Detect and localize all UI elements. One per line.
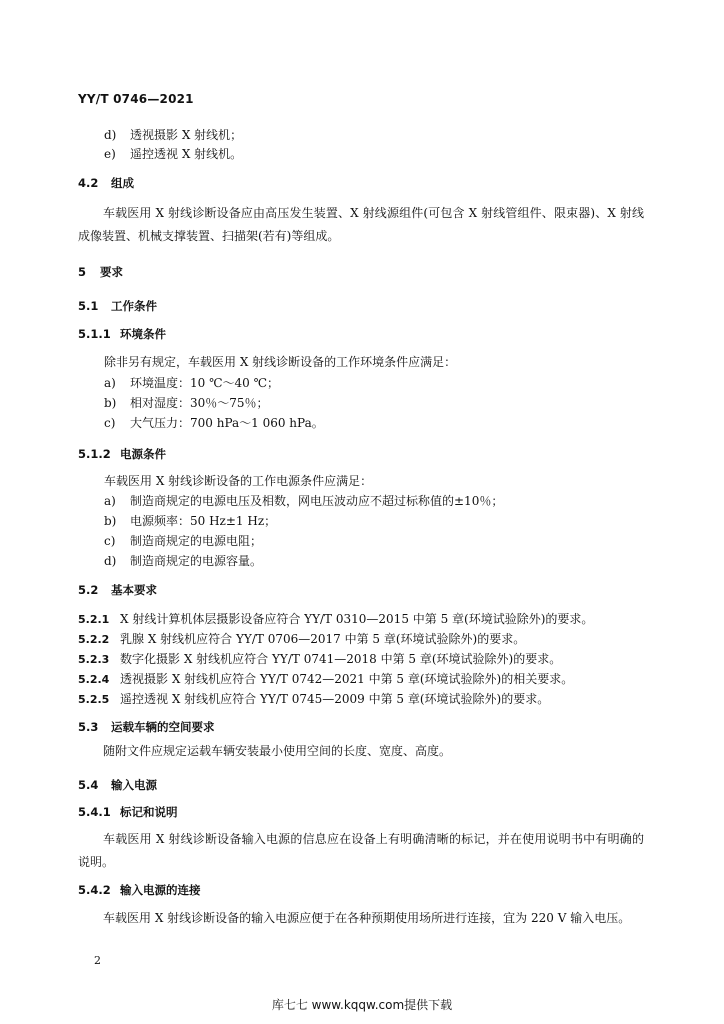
list-text: 遥控透视 X 射线机。 xyxy=(130,147,243,161)
list-text: 制造商规定的电源电阻； xyxy=(130,534,263,548)
paragraph-5-4-1: 车载医用 X 射线诊断设备输入电源的信息应在设备上有明确清晰的标记，并在使用说明书中有明确的说明。 xyxy=(78,832,644,869)
section-title: 环境条件 xyxy=(120,327,166,341)
clause-5-2-2 xyxy=(78,631,525,648)
list-item xyxy=(104,146,242,162)
section-title: 基本要求 xyxy=(111,583,157,597)
list-text: 电源频率：50 Hz±1 Hz； xyxy=(130,514,277,528)
list-label: b) xyxy=(104,396,117,410)
section-number: 5.2 xyxy=(78,583,99,597)
section-title: 工作条件 xyxy=(111,299,157,313)
section-heading-5 xyxy=(78,264,123,280)
list-label: a) xyxy=(104,376,116,390)
section-heading-5-4-1 xyxy=(78,804,178,820)
list-text: 制造商规定的电源容量。 xyxy=(130,554,263,568)
paragraph-5-3: 随附文件应规定运载车辆安装最小使用空间的长度、宽度、高度。 xyxy=(103,744,452,758)
clause-text: 透视摄影 X 射线机应符合 YY/T 0742—2021 中第 5 章(环境试验除外)的相关要求。 xyxy=(120,672,574,686)
list-item xyxy=(104,493,503,509)
section-title: 输入电源 xyxy=(111,778,157,792)
section-number: 5.1.2 xyxy=(78,447,111,461)
list-text: 相对湿度：30％～75％； xyxy=(130,396,269,410)
clause-5-2-4 xyxy=(78,671,573,688)
clause-number: 5.2.1 xyxy=(78,613,110,626)
section-heading-5-4-2 xyxy=(78,882,201,898)
section-number: 5.4.2 xyxy=(78,883,111,897)
list-label: c) xyxy=(104,416,116,430)
section-title: 运载车辆的空间要求 xyxy=(111,720,215,734)
section-heading-5-1 xyxy=(78,298,157,314)
section-number: 5.1.1 xyxy=(78,327,111,341)
clause-5-2-1 xyxy=(78,611,593,628)
paragraph-4-2: 车载医用 X 射线诊断设备应由高压发生装置、X 射线源组件(可包含 X 射线管组件、限束器)、X 射线成像装置、机械支撑装置、扫描架(若有)等组成。 xyxy=(78,206,644,243)
list-text: 环境温度：10 ℃～40 ℃； xyxy=(130,376,280,390)
section-title: 要求 xyxy=(100,265,123,279)
standard-code: YY/T 0746—2021 xyxy=(78,92,194,106)
clause-text: 乳腺 X 射线机应符合 YY/T 0706—2017 中第 5 章(环境试验除外)的要求。 xyxy=(120,632,526,646)
section-heading-5-1-1 xyxy=(78,326,166,342)
section-title: 标记和说明 xyxy=(120,805,178,819)
list-label: b) xyxy=(104,514,117,528)
list-text: 透视摄影 X 射线机； xyxy=(130,128,243,142)
page-number: 2 xyxy=(94,954,101,967)
list-item xyxy=(104,513,276,529)
section-number: 5.1 xyxy=(78,299,99,313)
clause-number: 5.2.2 xyxy=(78,633,110,646)
section-number: 5 xyxy=(78,265,87,279)
paragraph-5-4-2: 车载医用 X 射线诊断设备的输入电源应便于在各种预期使用场所进行连接，宜为 220 V 输入电压。 xyxy=(103,911,631,925)
section-title: 电源条件 xyxy=(120,447,166,461)
clause-number: 5.2.3 xyxy=(78,653,110,666)
section-heading-5-4 xyxy=(78,777,157,793)
section-title: 组成 xyxy=(111,176,134,190)
section-title: 输入电源的连接 xyxy=(120,883,201,897)
clause-5-2-5 xyxy=(78,691,549,708)
list-item xyxy=(104,375,279,391)
section-heading-5-1-2 xyxy=(78,446,166,462)
clause-5-2-3 xyxy=(78,651,561,668)
list-label: d) xyxy=(104,128,117,142)
paragraph-intro: 除非另有规定，车载医用 X 射线诊断设备的工作环境条件应满足： xyxy=(104,355,457,369)
section-heading-5-2 xyxy=(78,582,157,598)
list-item xyxy=(104,395,269,411)
list-item xyxy=(104,127,242,143)
list-item xyxy=(104,553,262,569)
clause-text: 数字化摄影 X 射线机应符合 YY/T 0741—2018 中第 5 章(环境试验除外)的要求。 xyxy=(120,652,562,666)
list-label: c) xyxy=(104,534,116,548)
list-text: 制造商规定的电源电压及相数，网电压波动应不超过标称值的±10％； xyxy=(130,494,504,508)
clause-number: 5.2.5 xyxy=(78,693,110,706)
section-heading-4-2 xyxy=(78,175,134,191)
section-number: 4.2 xyxy=(78,176,99,190)
section-heading-5-3 xyxy=(78,719,215,735)
paragraph-intro: 车载医用 X 射线诊断设备的工作电源条件应满足： xyxy=(104,474,373,488)
section-number: 5.4 xyxy=(78,778,99,792)
clause-text: X 射线计算机体层摄影设备应符合 YY/T 0310—2015 中第 5 章(环境试验除外)的要求。 xyxy=(120,612,594,626)
list-item xyxy=(104,533,262,549)
list-label: d) xyxy=(104,554,117,568)
section-number: 5.3 xyxy=(78,720,99,734)
clause-number: 5.2.4 xyxy=(78,673,110,686)
list-label: a) xyxy=(104,494,116,508)
clause-text: 遥控透视 X 射线机应符合 YY/T 0745—2009 中第 5 章(环境试验除外)的要求。 xyxy=(120,692,550,706)
section-number: 5.4.1 xyxy=(78,805,111,819)
download-footer: 库七七 www.kqqw.com提供下载 xyxy=(271,998,453,1012)
list-text: 大气压力：700 hPa～1 060 hPa。 xyxy=(130,416,324,430)
list-label: e) xyxy=(104,147,116,161)
list-item xyxy=(104,415,324,431)
